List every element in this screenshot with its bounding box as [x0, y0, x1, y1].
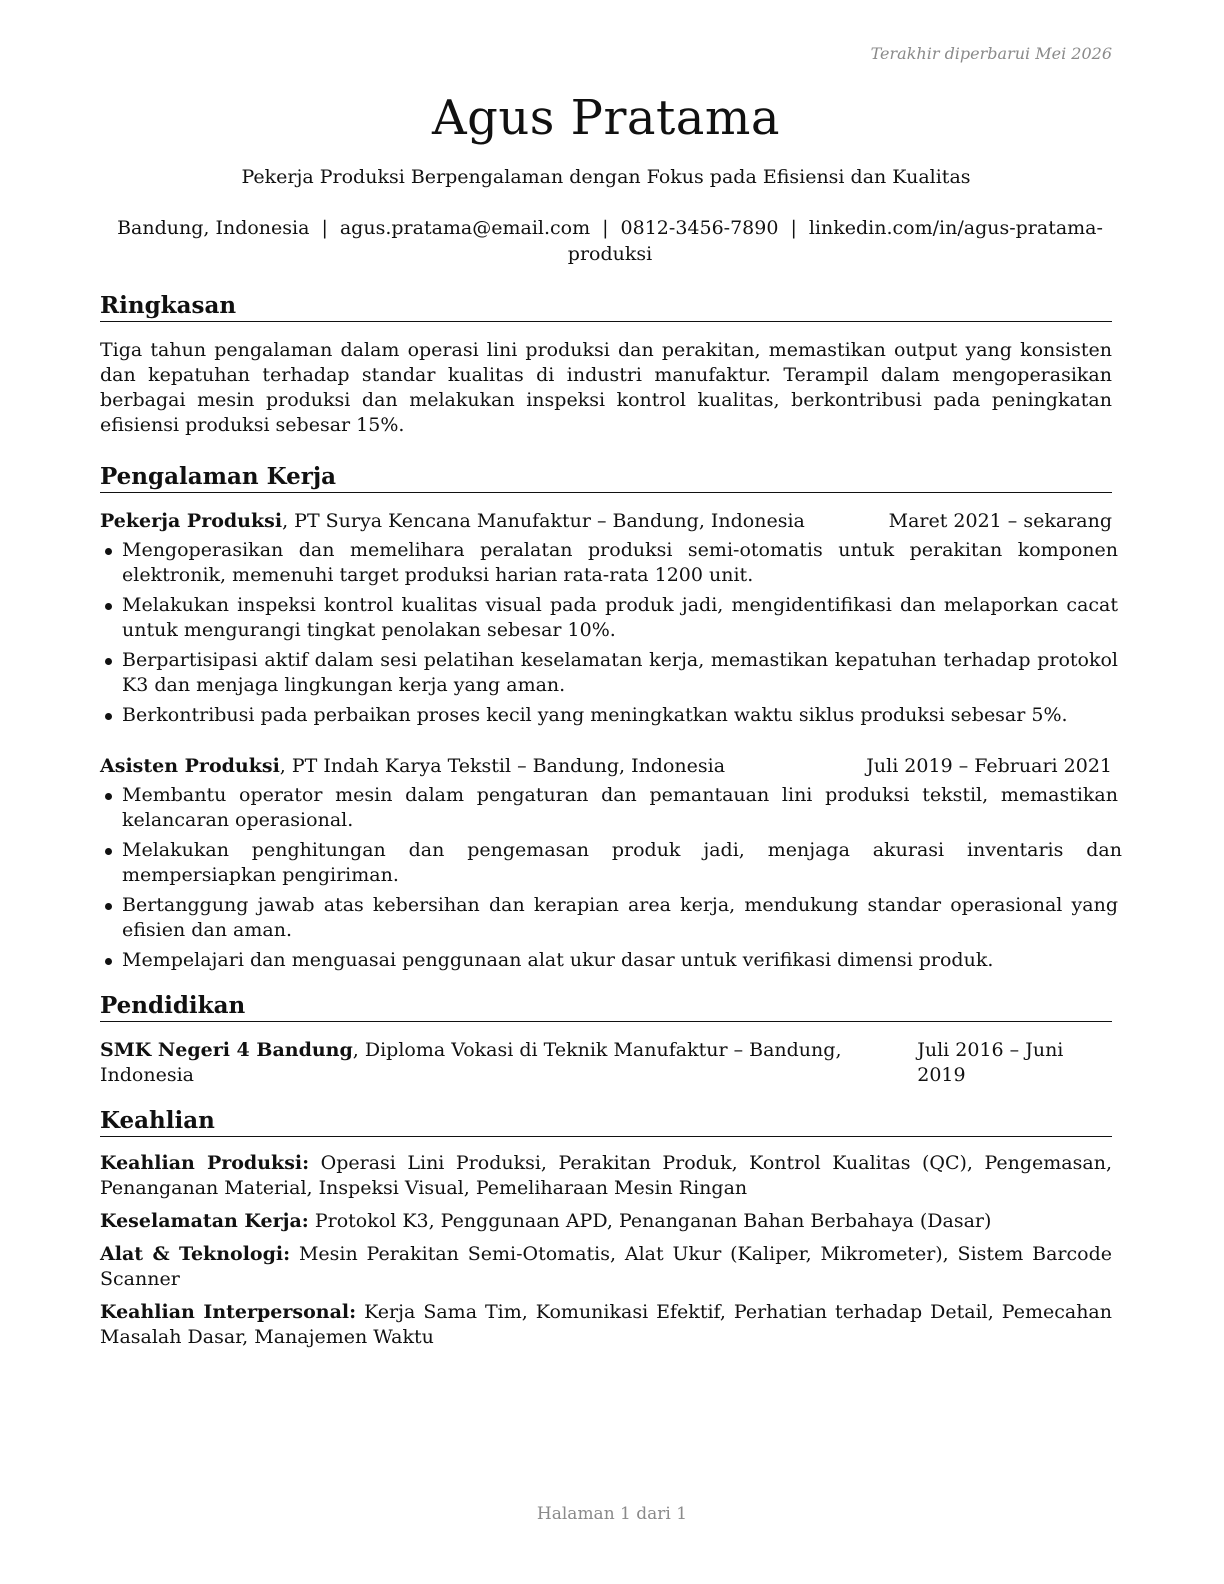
contact-location: Bandung, Indonesia — [117, 217, 310, 239]
last-updated: Terakhir diperbarui Mei 2026 — [870, 44, 1112, 63]
skill-value: Operasi Lini Produksi, Perakitan Produk, Kontrol Kualitas (QC), Pengemasan, Penanganan Material, Inspeksi Visual, Pemeliharaan Mesin Ringan — [100, 1152, 1112, 1199]
job-title-line — [100, 509, 805, 534]
summary-text: Tiga tahun pengalaman dalam operasi lini produksi dan perakitan, memastikan output yang konsisten dan kepatuhan terhadap standar kualitas di industri manufaktur. Terampil dalam mengoperasikan berbagai mesin produksi dan melakukan inspeksi kontrol kualitas, berkontribusi pada peningkatan efisiensi produksi sebesar 15%. — [100, 339, 1112, 436]
job-dates: Juli 2019 – Februari 2021 — [866, 755, 1112, 777]
contact-line — [100, 215, 1120, 267]
tagline: Pekerja Produksi Berpengalaman dengan Fokus pada Efisiensi dan Kualitas — [241, 166, 971, 188]
contact-linkedin[interactable]: linkedin.com/in/agus-pratama-produksi — [567, 217, 1103, 265]
candidate-name: Agus Pratama — [431, 90, 781, 146]
list-item: Mengoperasikan dan memelihara peralatan produksi semi-otomatis untuk perakitan komponen elektronik, memenuhi target produksi harian rata-rata 1200 unit. — [100, 538, 1118, 588]
job-dates: Maret 2021 – sekarang — [888, 510, 1112, 532]
job-company: , PT Surya Kencana Manufaktur – Bandung, Indonesia — [282, 510, 805, 532]
skill-row — [100, 1242, 1112, 1292]
contact-separator: | — [790, 217, 797, 239]
skill-value: Kerja Sama Tim, Komunikasi Efektif, Perhatian terhadap Detail, Pemecahan Masalah Dasar, Manajemen Waktu — [100, 1301, 1112, 1348]
section-title: Ringkasan — [100, 291, 1112, 322]
list-item: Melakukan penghitungan dan pengemasan produk jadi, menjaga akurasi inventaris dan mempersiapkan pengiriman. — [100, 838, 1122, 888]
skill-label: Keahlian Interpersonal: — [100, 1301, 357, 1323]
list-item: Membantu operator mesin dalam pengaturan dan pemantauan lini produksi tekstil, memastikan kelancaran operasional. — [100, 783, 1118, 833]
skill-row — [100, 1300, 1112, 1350]
job-header — [100, 754, 1112, 779]
education-section — [100, 991, 1112, 1088]
summary-section — [100, 291, 1112, 438]
skill-label: Keselamatan Kerja: — [100, 1210, 309, 1232]
page-number: Halaman 1 dari 1 — [536, 1504, 688, 1524]
job-company: , PT Indah Karya Tekstil – Bandung, Indonesia — [279, 755, 726, 777]
skill-row — [100, 1151, 1112, 1201]
job-entry — [100, 754, 1122, 973]
job-header — [100, 509, 1112, 534]
skill-label: Keahlian Produksi: — [100, 1152, 310, 1174]
experience-section — [100, 462, 1122, 973]
skill-row — [100, 1209, 1112, 1234]
job-bullets — [100, 538, 1118, 728]
job-entry — [100, 509, 1118, 728]
education-line — [100, 1038, 917, 1088]
education-entry — [100, 1038, 1112, 1088]
skills-section — [100, 1106, 1112, 1350]
skill-value: Protokol K3, Penggunaan APD, Penanganan Bahan Berbahaya (Dasar) — [308, 1210, 992, 1232]
list-item: Bertanggung jawab atas kebersihan dan kerapian area kerja, mendukung standar operasional yang efisien dan aman. — [100, 893, 1118, 943]
job-bullets — [100, 783, 1122, 973]
list-item: Berkontribusi pada perbaikan proses kecil yang meningkatkan waktu siklus produksi sebesar 5%. — [100, 703, 1118, 728]
job-title-line — [100, 754, 725, 779]
skills-list — [100, 1151, 1112, 1350]
education-dates: Juli 2016 – Juni 2019 — [917, 1039, 1064, 1086]
skill-label: Alat & Teknologi: — [100, 1243, 291, 1265]
job-role: Asisten Produksi — [100, 755, 280, 777]
contact-email[interactable]: agus.pratama@email.com — [339, 217, 591, 239]
contact-phone[interactable]: 0812-3456-7890 — [620, 217, 779, 239]
section-title: Keahlian — [100, 1106, 1112, 1137]
list-item: Mempelajari dan menguasai penggunaan alat ukur dasar untuk verifikasi dimensi produk. — [100, 948, 1118, 973]
contact-separator: | — [321, 217, 328, 239]
section-title: Pendidikan — [100, 991, 1112, 1022]
degree-detail: , Diploma Vokasi di Teknik Manufaktur – Bandung, Indonesia — [100, 1039, 842, 1086]
skill-value: Mesin Perakitan Semi-Otomatis, Alat Ukur (Kaliper, Mikrometer), Sistem Barcode Scanner — [100, 1243, 1112, 1290]
job-role: Pekerja Produksi — [100, 510, 283, 532]
section-title: Pengalaman Kerja — [100, 462, 1112, 493]
contact-separator: | — [602, 217, 609, 239]
list-item: Berpartisipasi aktif dalam sesi pelatihan keselamatan kerja, memastikan kepatuhan terhadap protokol K3 dan menjaga lingkungan kerja yang aman. — [100, 648, 1118, 698]
school-name: SMK Negeri 4 Bandung — [100, 1039, 353, 1061]
list-item: Melakukan inspeksi kontrol kualitas visual pada produk jadi, mengidentifikasi dan melaporkan cacat untuk mengurangi tingkat penolakan sebesar 10%. — [100, 593, 1118, 643]
